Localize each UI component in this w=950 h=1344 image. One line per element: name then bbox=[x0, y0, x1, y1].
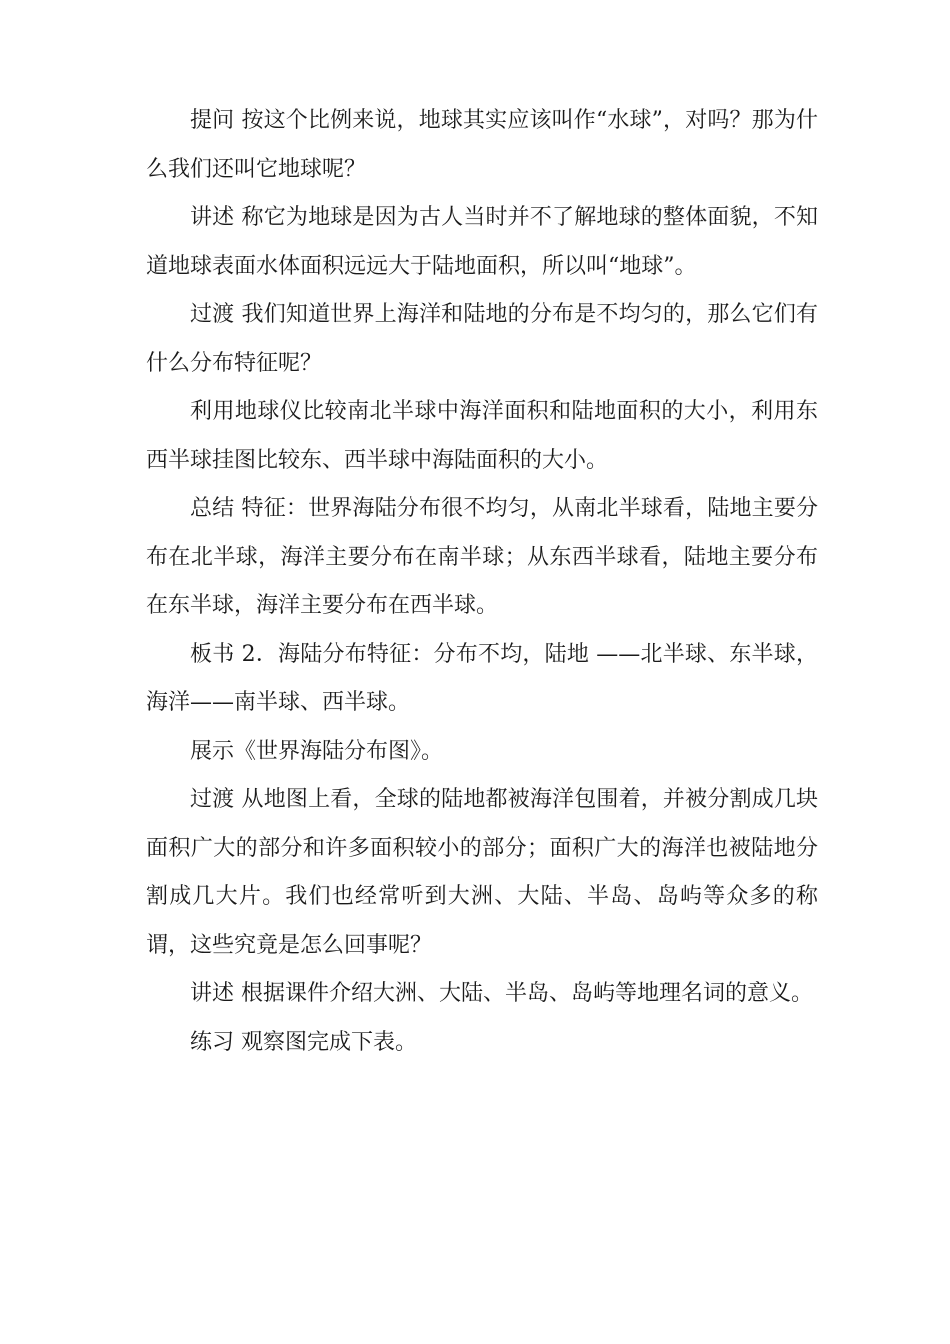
paragraph-activity: 利用地球仪比较南北半球中海洋面积和陆地面积的大小，利用东西半球挂图比较东、西半球中海陆面积的大小。 bbox=[146, 399, 818, 473]
paragraph-exercise: 练习 观察图完成下表。 bbox=[190, 1029, 417, 1055]
paragraph-question: 提问 按这个比例来说，地球其实应该叫作“水球”，对吗？那为什么我们还叫它地球呢？ bbox=[146, 108, 818, 182]
paragraph-transition-2: 过渡 从地图上看，全球的陆地都被海洋包围着，并被分割成几块面积广大的部分和许多面积较小的部分；面积广大的海洋也被陆地分割成几大片。我们也经常听到大洲、大陆、半岛、岛屿等众多的称谓，这些究竟是怎么回事呢？ bbox=[146, 787, 818, 958]
paragraph-board-notes: 板书 2．海陆分布特征：分布不均，陆地 ——北半球、东半球，海洋——南半球、西半球。 bbox=[146, 641, 818, 715]
paragraph-narration: 讲述 称它为地球是因为古人当时并不了解地球的整体面貌，不知道地球表面水体面积远远大于陆地面积，所以叫“地球”。 bbox=[146, 205, 818, 279]
document-body bbox=[146, 97, 818, 1067]
paragraph-summary: 总结 特征：世界海陆分布很不均匀，从南北半球看，陆地主要分布在北半球，海洋主要分布在南半球；从东西半球看，陆地主要分布在东半球，海洋主要分布在西半球。 bbox=[146, 496, 818, 618]
paragraph-transition: 过渡 我们知道世界上海洋和陆地的分布是不均匀的，那么它们有什么分布特征呢？ bbox=[146, 302, 818, 376]
paragraph-display: 展示《世界海陆分布图》。 bbox=[190, 738, 444, 764]
paragraph-narration-2: 讲述 根据课件介绍大洲、大陆、半岛、岛屿等地理名词的意义。 bbox=[190, 981, 813, 1006]
